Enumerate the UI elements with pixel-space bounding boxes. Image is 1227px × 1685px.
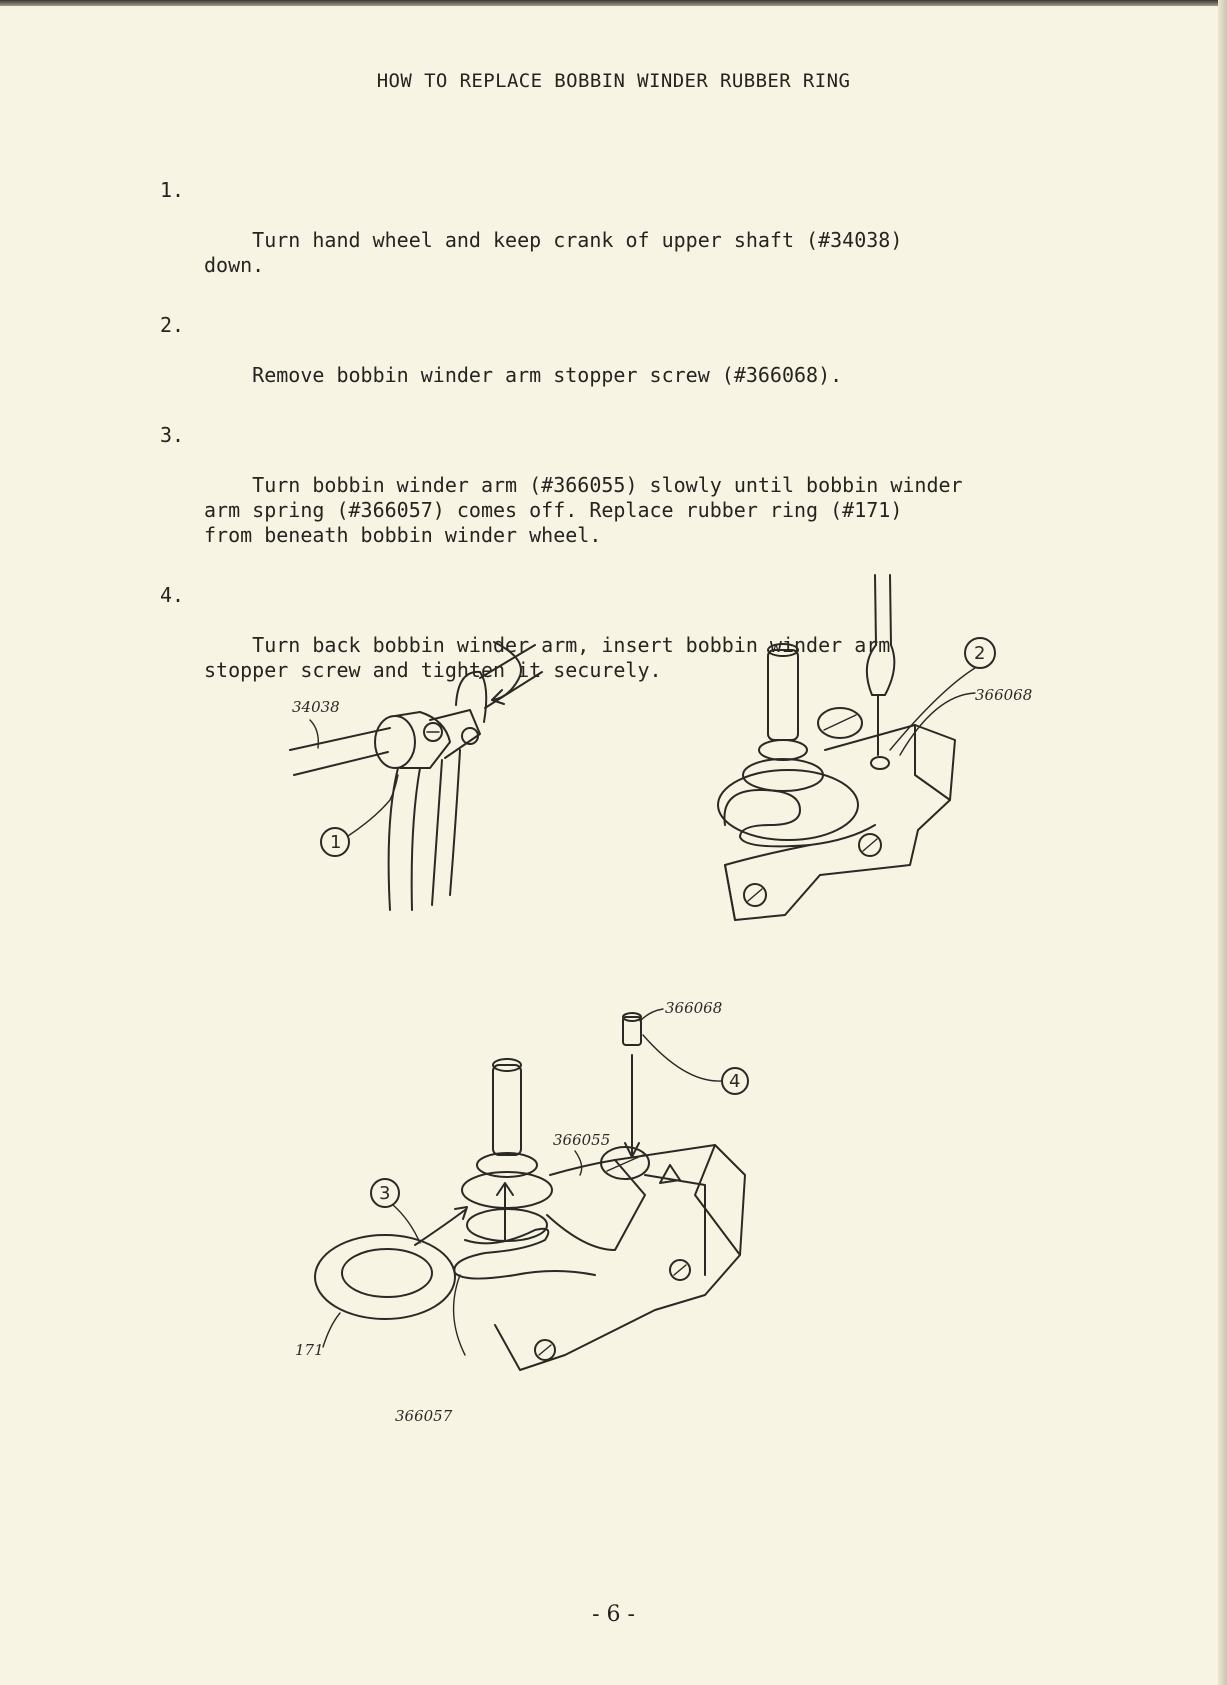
step-2 [160,313,1060,413]
spindle-collar [759,740,807,760]
rod-line [389,768,398,910]
shaft-line [294,752,388,775]
part-label-366055: 366055 [553,1131,611,1149]
part-label-171: 171 [295,1341,324,1359]
step-number: 3. [160,423,185,447]
plate-notch [660,1165,680,1183]
step-text: Turn back bobbin winder arm, insert bobbin winder arm stopper screw and tighten it securely. [204,633,891,682]
figure-upper-shaft-crank [280,650,580,930]
figure-remove-stopper-screw [700,575,1050,965]
plate-edge [725,865,735,920]
screwdriver-shaft [875,575,891,645]
plate-edge [695,1145,740,1255]
part-label-366068: 366068 [975,686,1033,704]
crank-collar [375,716,415,768]
plate-screw-slot [863,839,877,851]
rod-line [450,750,460,895]
leader-line [575,1151,582,1175]
part-label-366057: 366057 [395,1407,453,1425]
plate-screw-slot [539,1345,551,1355]
step-1 [160,178,1060,303]
step-number: 1. [160,178,185,202]
figure-replace-rubber-ring [285,999,805,1435]
arrow-head-icon [415,1207,467,1245]
rubber-ring-outer [315,1235,455,1319]
scan-right-edge [1218,0,1227,1685]
step-text: Turn hand wheel and keep crank of upper shaft (#34038) down. [204,228,903,277]
shaft-extension [485,672,542,708]
step-number: 2. [160,313,185,337]
screwdriver-blade [867,645,895,695]
leader-line [890,668,975,750]
rubber-ring-inner [342,1249,432,1297]
page-title: HOW TO REPLACE BOBBIN WINDER RUBBER RING [376,70,851,92]
spindle [493,1065,521,1155]
step-text: Turn bobbin winder arm (#366055) slowly until bobbin winder arm spring (#366057) comes off. Replace rubber ring (#171) from beneath bobbin winder wheel. [204,473,963,547]
callout-4: 4 [729,1071,741,1092]
part-label-34038: 34038 [292,698,340,716]
step-number: 4. [160,583,185,607]
rod-line [412,768,420,910]
up-arrow-icon [497,1183,513,1240]
leader-line [900,693,975,755]
crank-illustration [280,650,580,930]
rotation-arrow [492,642,521,700]
leader-line [323,1313,340,1347]
crank-arm [430,710,480,758]
bobbin-winder-illustration [700,575,1050,965]
winder-base-disc [718,770,858,840]
step-3 [160,423,1060,573]
large-screw-slot [824,715,856,730]
callout-1: 1 [330,832,342,853]
spindle [768,650,798,740]
scan-top-edge [0,0,1227,6]
step-text: Remove bobbin winder arm stopper screw (#366068). [252,363,843,387]
down-arrow-icon [625,1055,639,1157]
rubber-ring-illustration [285,999,805,1435]
rod-line [432,760,442,905]
bobbin-wheel-underside [467,1209,547,1241]
stopper-screw [871,757,889,769]
leader-line [643,1035,722,1081]
callout-3: 3 [379,1183,391,1204]
winder-arm [547,1160,645,1250]
callout-2: 2 [974,643,986,664]
part-label-366068: 366068 [665,999,723,1017]
plate-screw-slot [748,889,762,901]
leader-line [640,1009,663,1021]
plate-screw-slot [674,1265,686,1275]
leader-line [454,1275,465,1355]
page-number: - 6 - [592,1602,635,1627]
